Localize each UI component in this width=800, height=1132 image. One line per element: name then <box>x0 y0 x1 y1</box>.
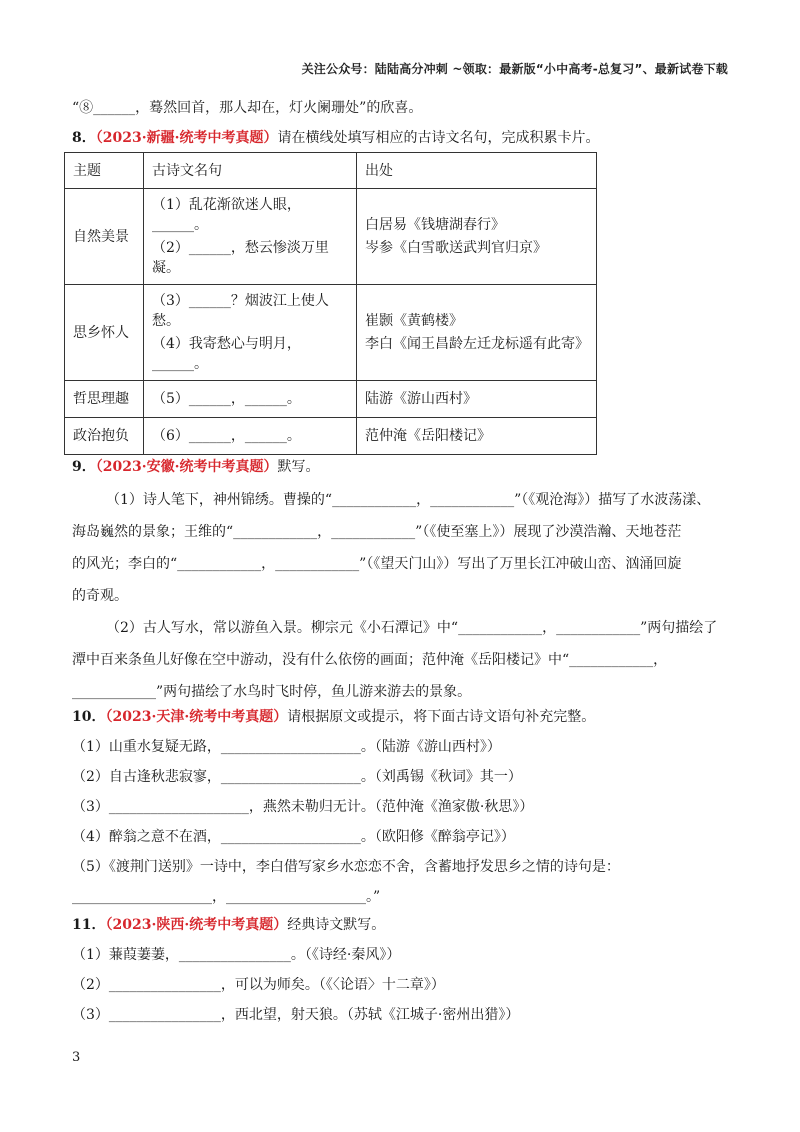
theme-cell: 思乡怀人 <box>65 285 144 381</box>
lines-cell: （5）______，______。 <box>144 381 357 418</box>
list-item: （3）____________________，燕然未勒归无计。（范仲淹《渔家傲·秋思》） <box>72 799 534 815</box>
line-text: （3）______？烟波江上使人愁。 <box>152 293 329 329</box>
lines-cell <box>144 285 357 381</box>
theme-cell: 自然美景 <box>65 189 144 285</box>
paragraph-line: 的奇观。 <box>72 588 128 604</box>
header-cell: 古诗文名句 <box>144 153 357 189</box>
question-source: （2023·新疆·统考中考真题） <box>95 130 278 146</box>
list-item: （2）自古逢秋悲寂寥，____________________。（刘禹锡《秋词》其一） <box>72 769 522 785</box>
table-row <box>65 381 597 418</box>
question-8 <box>72 128 599 148</box>
list-item: （3）________________，西北望，射天狼。（苏轼《江城子·密州出猎》） <box>72 1007 520 1023</box>
question-number: 11． <box>72 917 106 933</box>
header-cell: 主题 <box>65 153 144 189</box>
source-text: 岑参《白雪歌送武判官归京》 <box>365 240 547 256</box>
list-item: （4）醉翁之意不在酒，____________________。（欧阳修《醉翁亭记》） <box>72 829 515 845</box>
question-10 <box>72 707 595 727</box>
question-source: （2023·陕西·统考中考真题） <box>105 917 288 933</box>
top-line: “⑧______，蓦然回首，那人却在，灯火阑珊处”的欣喜。 <box>72 100 423 116</box>
page-header: 关注公众号：陆陆高分冲刺 ~领取：最新版“小中高考-总复习”、最新试卷下载 <box>301 62 728 76</box>
source-cell: 陆游《游山西村》 <box>357 381 597 418</box>
source-cell: 范仲淹《岳阳楼记》 <box>357 418 597 455</box>
source-text: 白居易《钱塘湖春行》 <box>365 217 505 233</box>
question-11 <box>72 915 385 935</box>
table-header-row <box>65 153 597 189</box>
question-text: 请在横线处填写相应的古诗文名句，完成积累卡片。 <box>277 130 600 146</box>
list-item: （2）________________，可以为师矣。（《〈论语〉十二章》） <box>72 977 445 993</box>
source-cell <box>357 285 597 381</box>
list-item: （5）《渡荆门送别》一诗中，李白借写家乡水恋恋不舍，含蓄地抒发思乡之情的诗句是： <box>72 859 620 875</box>
question-text: 默写。 <box>277 459 320 475</box>
question-number: 9． <box>72 459 96 475</box>
page-number: 3 <box>72 1050 81 1065</box>
theme-cell: 哲思理趣 <box>65 381 144 418</box>
lines-cell <box>144 189 357 285</box>
paragraph-line: ____________”两句描绘了水鸟时飞时停，鱼儿游来游去的景象。 <box>72 684 472 700</box>
table-row <box>65 189 597 285</box>
question-source: （2023·安徽·统考中考真题） <box>95 459 278 475</box>
table-row <box>65 285 597 381</box>
paragraph-line: （2）古人写水，常以游鱼入景。柳宗元《小石潭记》中“____________，____________”两句描绘了 <box>106 620 718 636</box>
source-text: 李白《闻王昌龄左迁龙标遥有此寄》 <box>365 336 589 352</box>
paragraph-line: 的风光；李白的“____________，____________”（《望天门山》）写出了万里长江冲破山峦、汹涌回旋 <box>72 556 682 572</box>
question-text: 经典诗文默写。 <box>287 917 386 933</box>
table-row <box>65 418 597 455</box>
accumulation-card-table <box>64 152 597 455</box>
paragraph-line: （1）诗人笔下，神州锦绣。曹操的“____________，____________”（《观沧海》）描写了水波荡漾、 <box>106 492 711 508</box>
source-cell <box>357 189 597 285</box>
paragraph-line: 潭中百来条鱼儿好像在空中游动，没有什么依傍的画面；范仲淹《岳阳楼记》中“____________， <box>72 652 668 668</box>
question-9 <box>72 457 319 477</box>
question-number: 10． <box>72 709 106 725</box>
question-source: （2023·天津·统考中考真题） <box>105 709 288 725</box>
source-text: 崔颢《黄鹤楼》 <box>365 313 463 329</box>
question-text: 请根据原文或提示，将下面古诗文语句补充完整。 <box>287 709 596 725</box>
theme-cell: 政治抱负 <box>65 418 144 455</box>
list-item: ____________________，____________________。” <box>72 889 381 905</box>
line-text: （4）我寄愁心与明月，______。 <box>152 336 301 372</box>
header-cell: 出处 <box>357 153 597 189</box>
paragraph-line: 海岛巍然的景象；王维的“____________，____________”（《使至塞上》）展现了沙漠浩瀚、天地苍茫 <box>72 524 682 540</box>
question-number: 8． <box>72 130 96 146</box>
list-item: （1）山重水复疑无路，____________________。（陆游《游山西村》） <box>72 739 501 755</box>
list-item: （1）蒹葭萋萋，________________。（《诗经·秦风》） <box>72 947 401 963</box>
line-text: （1）乱花渐欲迷人眼，______。 <box>152 197 301 233</box>
lines-cell: （6）______，______。 <box>144 418 357 455</box>
line-text: （2）______，愁云惨淡万里凝。 <box>152 240 329 276</box>
